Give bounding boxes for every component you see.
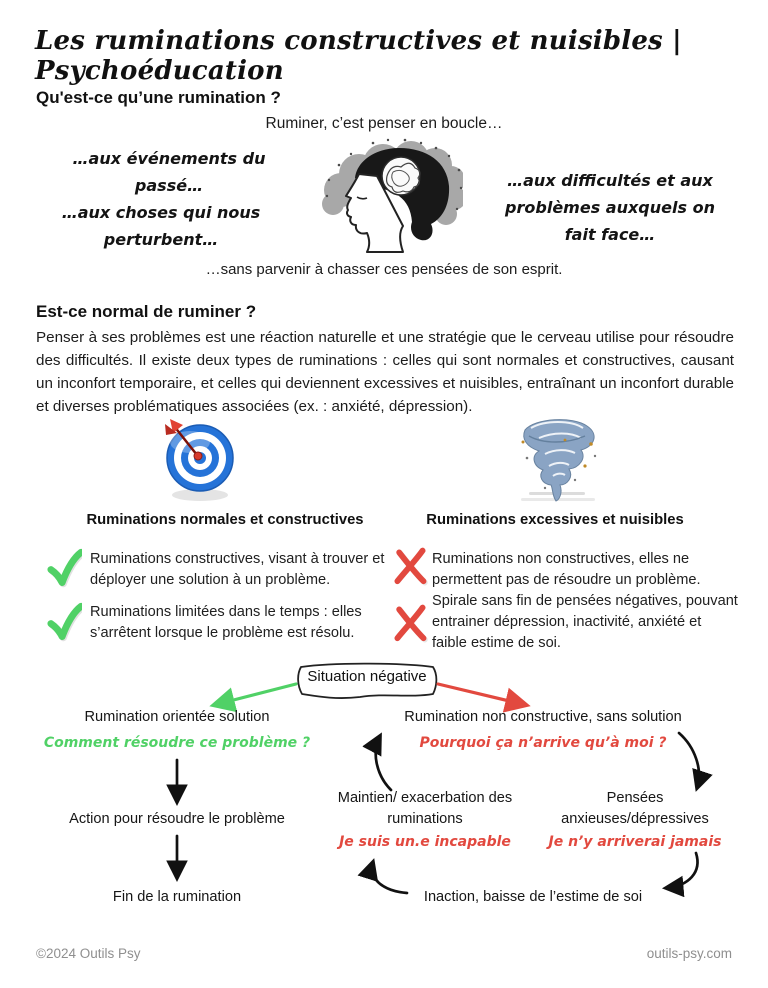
arrow-loop-bottom-right xyxy=(666,853,697,888)
rumination-maintain-node: Maintien/ exacerbation des ruminations xyxy=(337,790,513,828)
maintain-self-talk: Je suis un.e incapable xyxy=(339,834,511,850)
thought-difficulties: …aux difficultés et aux problèmes auxquels on fait face… xyxy=(505,171,715,245)
checkmark-icon xyxy=(44,545,82,589)
tornado-icon xyxy=(515,414,603,506)
copyright-text: ©2024 Outils Psy xyxy=(36,946,141,961)
section-heading-is-it-normal: Est-ce normal de ruminer ? xyxy=(36,302,257,321)
solution-node-3: Fin de la rumination xyxy=(112,889,242,905)
checkmark-icon xyxy=(44,599,82,643)
constructive-item: Ruminations limitées dans le temps : elles s’arrêtent lorsque le problème est résolu. xyxy=(90,604,362,641)
thoughts-self-talk: Je n’y arriverai jamais xyxy=(548,834,722,850)
harmful-column-heading: Ruminations excessives et nuisibles xyxy=(426,512,684,528)
cross-icon xyxy=(392,543,428,587)
cross-icon xyxy=(392,600,428,644)
constructive-column-heading: Ruminations normales et constructives xyxy=(86,512,364,528)
rumination-outro-text: …sans parvenir à chasser ces pensées de son esprit. xyxy=(205,261,563,278)
constructive-item: Ruminations constructives, visant à trouver et déployer une solution à un problème. xyxy=(90,551,385,588)
solution-node-1: Rumination orientée solution xyxy=(84,709,270,725)
arrow-loop-maintain-up xyxy=(376,736,391,790)
inaction-node: Inaction, baisse de l’estime de soi xyxy=(423,889,643,905)
rumination-self-talk-1: Pourquoi ça n’arrive qu’à moi ? xyxy=(419,735,667,751)
arrow-to-rumination-loop xyxy=(438,684,526,705)
solution-self-talk: Comment résoudre ce problème ? xyxy=(43,735,311,751)
solution-node-2: Action pour résoudre le problème xyxy=(69,811,285,827)
thought-disturbing-things: …aux choses qui nous perturbent… xyxy=(61,203,261,250)
section-heading-what-is-rumination: Qu'est-ce qu’une rumination ? xyxy=(36,88,281,107)
target-icon xyxy=(160,416,238,504)
rumination-node-1: Rumination non constructive, sans solution xyxy=(404,709,682,725)
harmful-item: Ruminations non constructives, elles ne permettent pas de résoudre un problème. xyxy=(432,551,701,588)
ruminating-head-icon xyxy=(315,136,463,260)
arrow-to-solution-path xyxy=(214,684,296,705)
thought-past-events: …aux événements du passé… xyxy=(72,149,266,196)
website-url: outils-psy.com xyxy=(646,946,732,961)
rumination-definition-text: Ruminer, c’est penser en boucle… xyxy=(265,115,503,132)
normal-rumination-paragraph: Penser à ses problèmes est une réaction naturelle et une stratégie que le cerveau utilise pour résoudre des difficultés. Il existe deux types de ruminations : celles qui sont normales et constructives, causant un inconfort temporaire, et celles qui deviennent excessives et nuisibles, entraînant un inconfort durable et diverses problématiques associées (ex. : anxiété, dépression). xyxy=(36,329,734,416)
harmful-item: Spirale sans fin de pensées négatives, pouvant entrainer dépression, inactivité, anxiété et faible estime de soi. xyxy=(432,593,738,651)
anxious-thoughts-node: Pensées anxieuses/dépressives xyxy=(561,790,709,828)
tangled-thoughts-ball xyxy=(382,157,420,195)
trigger-node: Situation négative xyxy=(307,668,427,685)
page-title: Les ruminations constructives et nuisibles | Psychoéducation xyxy=(35,26,682,86)
